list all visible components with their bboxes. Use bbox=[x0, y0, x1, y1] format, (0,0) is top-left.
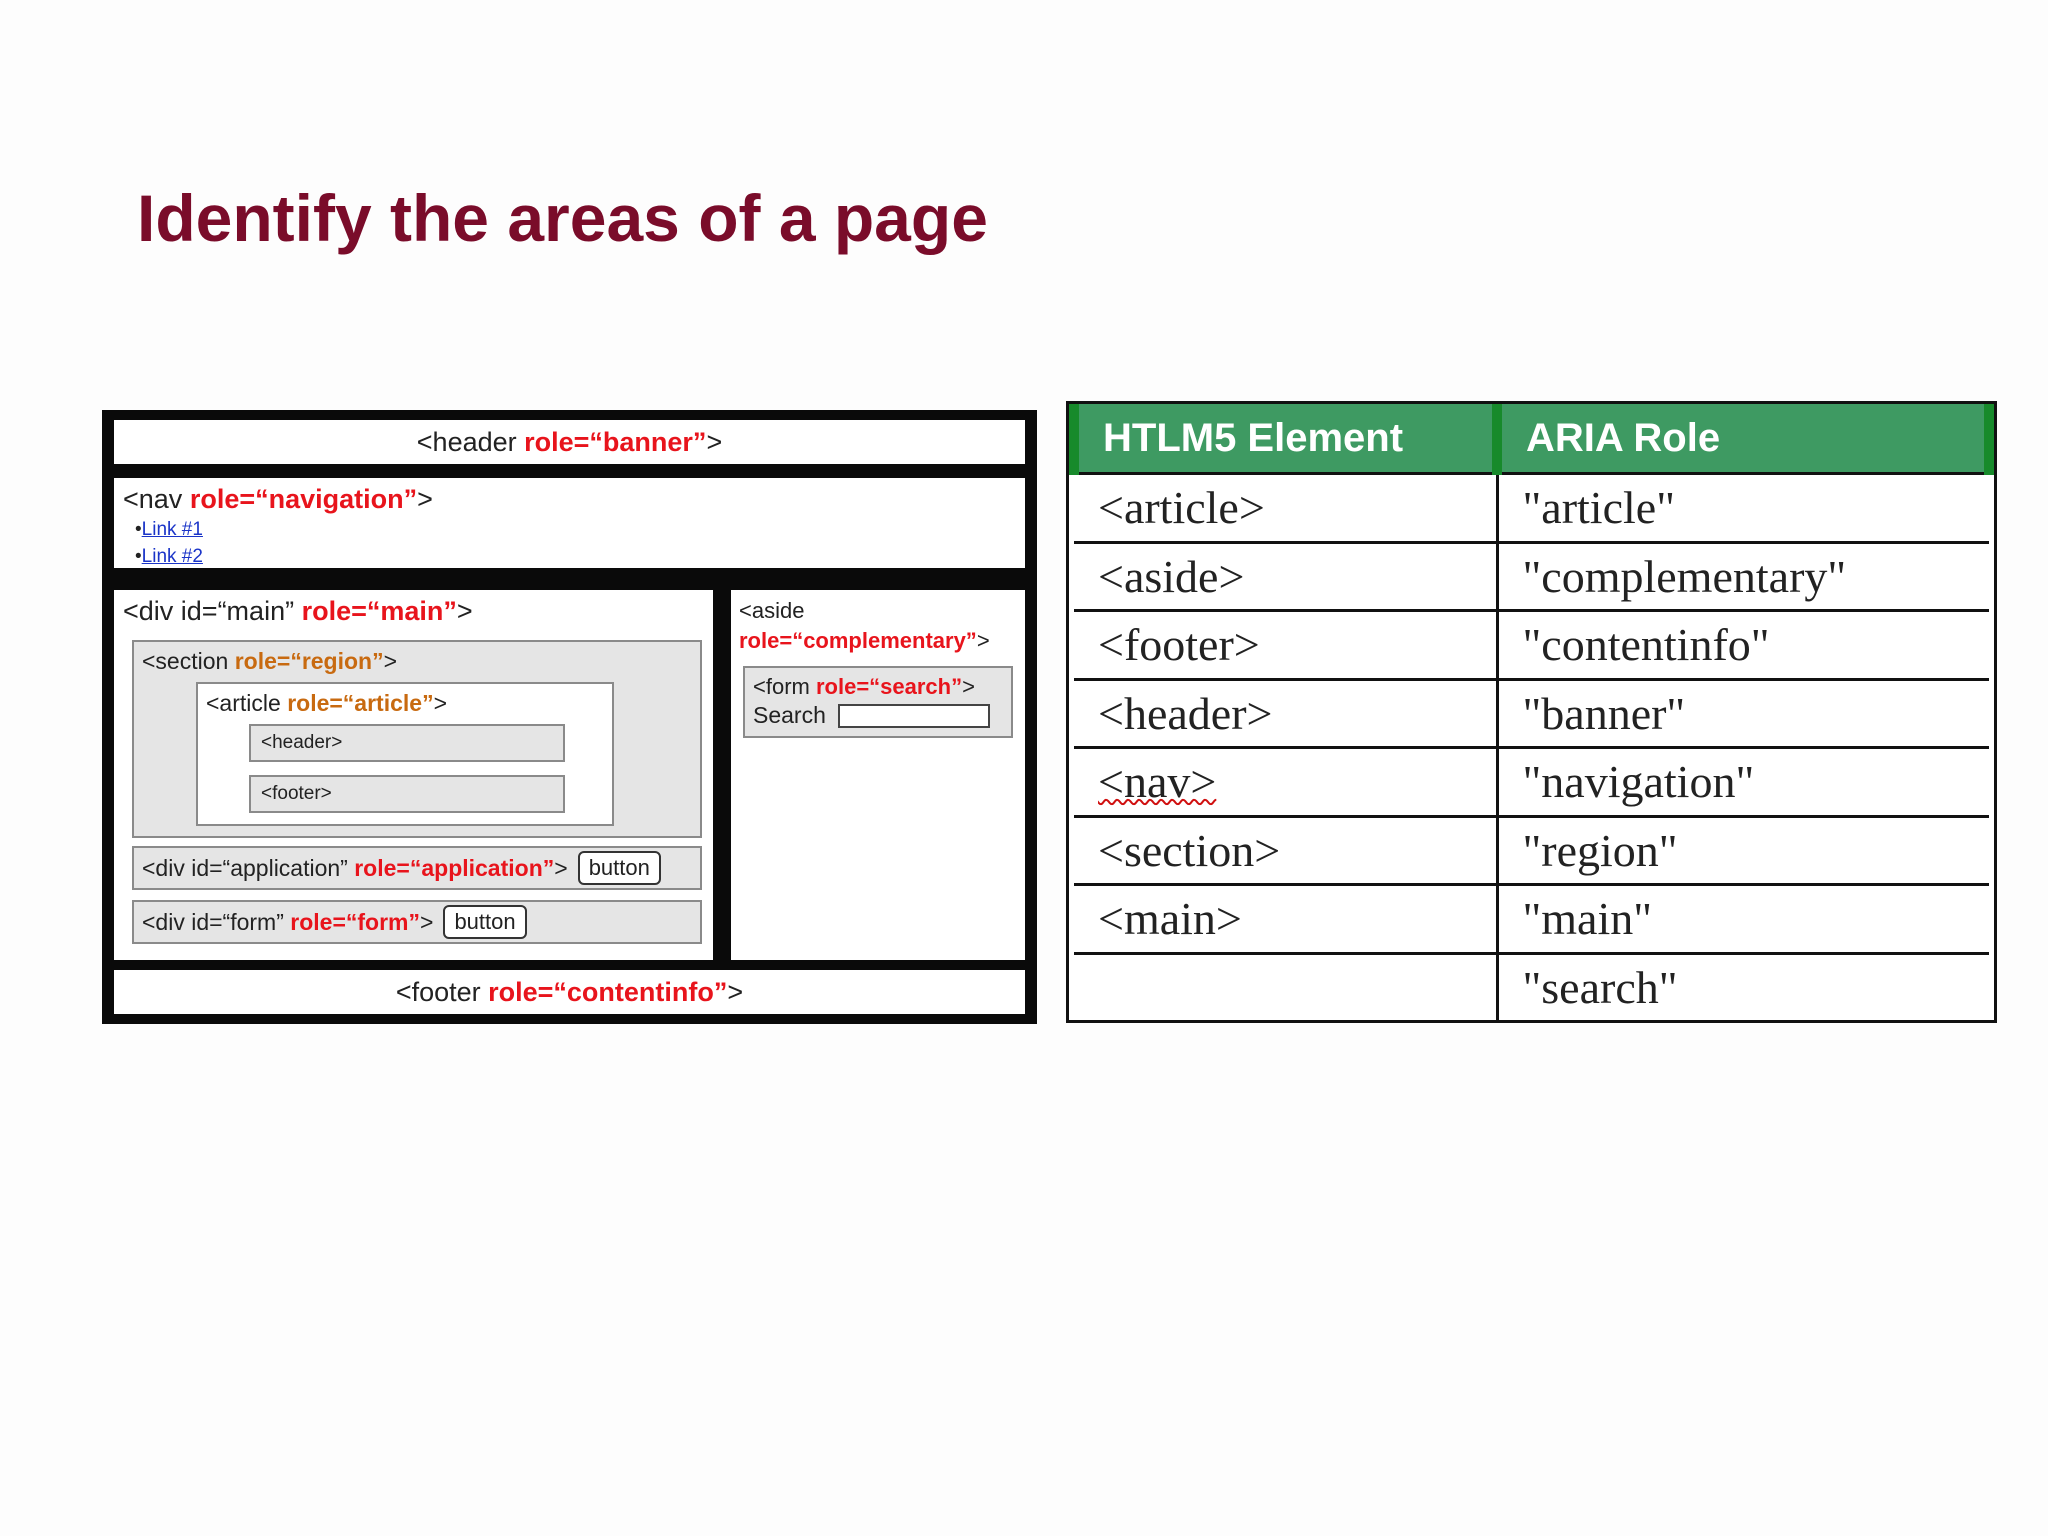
article-region bbox=[196, 682, 614, 826]
nav-link-item: •Link #2 bbox=[135, 546, 203, 567]
inner-header-box bbox=[249, 724, 565, 762]
form-button[interactable]: button bbox=[443, 905, 526, 939]
inner-footer-box bbox=[249, 775, 565, 813]
application-region bbox=[132, 846, 702, 890]
aside-close: > bbox=[976, 628, 990, 653]
inner-header-label: <header> bbox=[261, 732, 343, 753]
nav-link-1[interactable]: Link #1 bbox=[141, 519, 203, 540]
role-cell: "navigation" bbox=[1497, 748, 1989, 817]
nav-tag: <nav bbox=[123, 484, 190, 514]
search-form-tag: <form bbox=[753, 674, 816, 699]
section-role: role=“region” bbox=[234, 648, 384, 674]
article-close: > bbox=[433, 690, 448, 716]
aside-role: role=“complementary” bbox=[739, 628, 977, 653]
header-region bbox=[114, 420, 1025, 464]
application-close: > bbox=[554, 854, 568, 881]
section-tag: <section bbox=[142, 648, 235, 674]
aria-role-table bbox=[1066, 401, 1997, 1023]
element-cell: <aside> bbox=[1074, 542, 1497, 611]
nav-element-text: <nav> bbox=[1098, 756, 1217, 808]
nav-role: role=“navigation” bbox=[189, 484, 418, 514]
header-close: > bbox=[706, 426, 723, 457]
landmark-diagram bbox=[102, 410, 1037, 1024]
table-row bbox=[1074, 953, 1989, 1020]
section-close: > bbox=[383, 648, 398, 674]
nav-region bbox=[114, 478, 1025, 568]
form-close: > bbox=[420, 908, 434, 935]
main-role: role=“main” bbox=[301, 596, 457, 626]
main-close: > bbox=[456, 596, 473, 626]
role-cell: "search" bbox=[1497, 953, 1989, 1020]
application-role: role=“application” bbox=[354, 854, 555, 881]
nav-close: > bbox=[417, 484, 433, 514]
element-cell: <header> bbox=[1074, 679, 1497, 748]
main-region bbox=[114, 590, 713, 960]
section-region bbox=[132, 640, 702, 838]
element-cell: <section> bbox=[1074, 816, 1497, 885]
form-region bbox=[132, 900, 702, 944]
article-role: role=“article” bbox=[287, 690, 434, 716]
article-tag: <article bbox=[206, 690, 288, 716]
aside-tag: <aside bbox=[739, 598, 805, 623]
inner-footer-label: <footer> bbox=[261, 783, 332, 804]
search-form-close: > bbox=[962, 674, 975, 699]
footer-region bbox=[114, 970, 1025, 1014]
column-header-element: HTLM5 Element bbox=[1074, 404, 1497, 474]
table-row bbox=[1074, 542, 1989, 611]
header-tag: <header bbox=[416, 426, 525, 457]
form-role: role=“form” bbox=[290, 908, 420, 935]
table-row bbox=[1074, 885, 1989, 954]
table-header-row bbox=[1074, 404, 1989, 474]
footer-close: > bbox=[727, 976, 744, 1007]
footer-role: role=“contentinfo” bbox=[488, 976, 728, 1007]
role-cell: "contentinfo" bbox=[1497, 611, 1989, 680]
main-tag: <div id=“main” bbox=[123, 596, 302, 626]
element-cell: <article> bbox=[1074, 474, 1497, 543]
element-cell bbox=[1074, 953, 1497, 1020]
header-role: role=“banner” bbox=[524, 426, 707, 457]
role-cell: "banner" bbox=[1497, 679, 1989, 748]
search-label: Search bbox=[753, 702, 826, 728]
application-button[interactable]: button bbox=[578, 851, 661, 885]
element-cell bbox=[1074, 748, 1497, 817]
search-input[interactable] bbox=[838, 704, 990, 728]
aside-region bbox=[731, 590, 1025, 960]
table-row bbox=[1074, 474, 1989, 543]
element-cell: <main> bbox=[1074, 885, 1497, 954]
table-row bbox=[1074, 816, 1989, 885]
table-row bbox=[1074, 611, 1989, 680]
element-cell: <footer> bbox=[1074, 611, 1497, 680]
table-row bbox=[1074, 748, 1989, 817]
search-form-role: role=“search” bbox=[815, 674, 963, 699]
form-tag: <div id=“form” bbox=[142, 908, 291, 935]
nav-link-2[interactable]: Link #2 bbox=[141, 546, 203, 567]
column-header-role: ARIA Role bbox=[1497, 404, 1989, 474]
application-tag: <div id=“application” bbox=[142, 854, 355, 881]
footer-tag: <footer bbox=[395, 976, 489, 1007]
role-cell: "complementary" bbox=[1497, 542, 1989, 611]
role-cell: "region" bbox=[1497, 816, 1989, 885]
role-cell: "article" bbox=[1497, 474, 1989, 543]
table-row bbox=[1074, 679, 1989, 748]
search-form-region bbox=[743, 666, 1013, 738]
nav-link-item: •Link #1 bbox=[135, 519, 203, 540]
page-title: Identify the areas of a page bbox=[137, 181, 988, 255]
role-cell: "main" bbox=[1497, 885, 1989, 954]
